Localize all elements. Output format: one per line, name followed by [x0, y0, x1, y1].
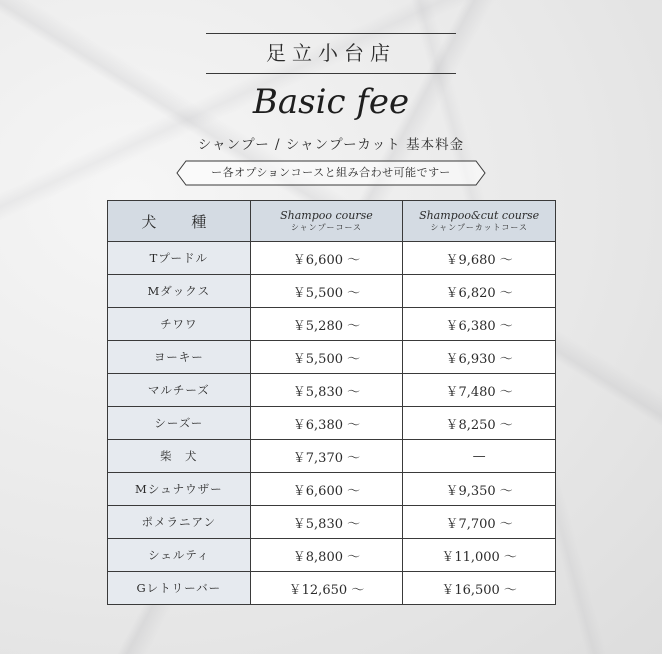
breed-cell: ヨーキー [108, 341, 251, 374]
cut-price-cell: ￥7,480 ～ [403, 374, 556, 407]
option-banner [176, 160, 486, 186]
cut-price-cell: ￥8,250 ～ [403, 407, 556, 440]
cut-price-cell: ￥9,680 ～ [403, 242, 556, 275]
shampoo-price-cell: ￥8,800 ～ [250, 539, 403, 572]
shampoo-price-cell: ￥6,600 ～ [250, 473, 403, 506]
price-table [107, 200, 556, 605]
header-breed [108, 201, 251, 242]
shampoo-price-cell: ￥5,830 ～ [250, 374, 403, 407]
breed-cell: マルチーズ [108, 374, 251, 407]
table-row [108, 242, 556, 275]
breed-cell: シェルティ [108, 539, 251, 572]
cut-price-cell: ￥6,930 ～ [403, 341, 556, 374]
table-row [108, 572, 556, 605]
cut-price-cell: ￥16,500 ～ [403, 572, 556, 605]
table-row [108, 308, 556, 341]
page-title: Basic fee [252, 82, 410, 122]
header-cut-jp: シャンプーカットコース [430, 223, 528, 232]
breed-cell: Mシュナウザー [108, 473, 251, 506]
store-name: 足立小台店 [266, 41, 396, 65]
table-row [108, 407, 556, 440]
cut-price-cell: ￥6,820 ～ [403, 275, 556, 308]
header-shampoo-jp: シャンプーコース [290, 223, 363, 232]
shampoo-price-cell: ￥6,380 ～ [250, 407, 403, 440]
shampoo-price-cell: ￥5,830 ～ [250, 506, 403, 539]
cut-price-cell: ￥9,350 ～ [403, 473, 556, 506]
header-shampoo-course [250, 201, 403, 242]
cut-price-cell: ￥6,380 ～ [403, 308, 556, 341]
breed-cell: ポメラニアン [108, 506, 251, 539]
shampoo-price-cell: ￥5,500 ～ [250, 341, 403, 374]
breed-cell: シーズー [108, 407, 251, 440]
shampoo-price-cell: ￥5,280 ～ [250, 308, 403, 341]
banner-text: ー各オプションコースと組み合わせ可能ですー [211, 166, 451, 179]
table-header-row [108, 201, 556, 242]
breed-cell: 柴 犬 [108, 440, 251, 473]
header-shampoo-en: Shampoo course [280, 209, 373, 222]
cut-price-cell: ￥11,000 ～ [403, 539, 556, 572]
breed-cell: チワワ [108, 308, 251, 341]
table-row [108, 440, 556, 473]
page-subtitle: シャンプー / シャンプーカット 基本料金 [197, 137, 465, 153]
cut-price-cell: — [403, 440, 556, 473]
shampoo-price-cell: ￥6,600 ～ [250, 242, 403, 275]
cut-price-cell: ￥7,700 ～ [403, 506, 556, 539]
header-cut-en: Shampoo&cut course [419, 209, 540, 222]
table-row [108, 506, 556, 539]
breed-cell: Mダックス [108, 275, 251, 308]
header-breed-label: 犬 種 [141, 212, 217, 231]
table-row [108, 539, 556, 572]
breed-cell: Gレトリーバー [108, 572, 251, 605]
table-row [108, 341, 556, 374]
table-row [108, 275, 556, 308]
shampoo-price-cell: ￥5,500 ～ [250, 275, 403, 308]
bottom-rule [206, 73, 456, 74]
table-row [108, 473, 556, 506]
header-cut-course [403, 201, 556, 242]
shampoo-price-cell: ￥12,650 ～ [250, 572, 403, 605]
breed-cell: Tプードル [108, 242, 251, 275]
shampoo-price-cell: ￥7,370 ～ [250, 440, 403, 473]
table-row [108, 374, 556, 407]
